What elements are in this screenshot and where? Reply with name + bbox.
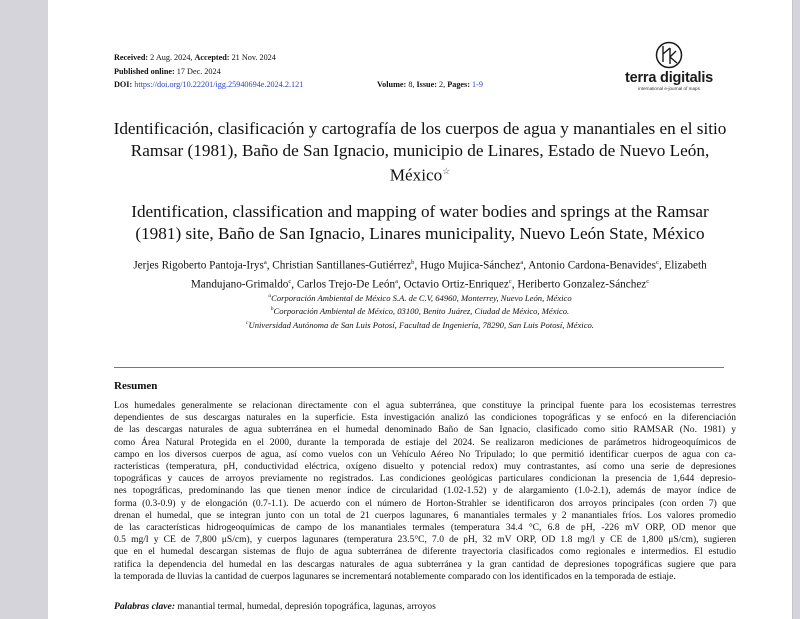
- author-name: Christian Santillanes-Gutiérrez: [272, 259, 412, 272]
- accepted-label: Accepted:: [194, 53, 230, 62]
- abstract-line: topográficas y cauces de arroyos previamente no registrados. Las condiciones geológicas particulares condicionan la presencia de 1,644 depresio-: [114, 473, 736, 485]
- affiliations: [88, 291, 752, 331]
- affiliation-mark: b: [270, 306, 274, 313]
- pages-value: 1-9: [472, 80, 483, 89]
- author-name: Mandujano-Grimaldo: [190, 278, 289, 291]
- keywords-line: [114, 601, 436, 612]
- affiliation-mark: a: [520, 259, 524, 266]
- affiliation-mark: c: [508, 277, 512, 285]
- affiliation-text: Corporación Ambiental de México S.A. de C.V, 64960, Monterrey, Nuevo León, México: [271, 292, 572, 303]
- affiliation-text: Corporación Ambiental de México, 03100, Benito Juárez, Ciudad de México, México.: [273, 306, 570, 317]
- abstract-line: dependientes de sus descargas naturales en la superficie. Esta investigación analizó las condiciones topográficas y se enfocó en la diferenciación: [114, 412, 736, 424]
- terra-digitalis-logo-icon: [654, 40, 684, 70]
- title-es-line: Ramsar (1981), Baño de San Ignacio, municipio de Linares, Estado de Nuevo León,: [130, 140, 710, 160]
- abstract-line: como Área Natural Protegida en el 2000, durante la temporada de estiaje del 2024. Se realizaron mediciones de parámetros hidrogeoquímicos de: [114, 436, 736, 448]
- section-divider: [114, 367, 724, 368]
- abstract-line: que en el humedal descargan sistemas de flujo de agua subterránea de diferente trayectoria clasificados como regionales e intermedios. El estudio: [114, 546, 736, 558]
- affiliation-mark: b: [411, 259, 415, 266]
- affiliation-mark: a: [395, 277, 398, 285]
- accepted-date: 21 Nov. 2024: [231, 53, 276, 62]
- volume-line: [377, 80, 483, 90]
- affiliation-mark: a: [263, 259, 267, 266]
- published-label: Published online:: [114, 67, 175, 76]
- author-name: Hugo Mujica-Sánchez: [420, 259, 521, 272]
- volume-value: 8,: [408, 80, 415, 89]
- author-name: Heriberto Gonzalez-Sánchez: [517, 278, 647, 291]
- abstract-line: Los humedales generalmente se relacionan directamente con el agua subterránea, que constituye la principal fuente para los ecosistemas terrestres: [114, 400, 736, 411]
- issue-value: 2,: [439, 80, 446, 89]
- affiliation-mark: c: [288, 277, 292, 285]
- abstract-line: de las características hidrogeoquímicas de campo de los manantiales termales (temperatura 34.4 °C, 6.8 de pH, -226 mV ORP, OD menor que: [114, 522, 736, 534]
- document-page: [48, 0, 793, 619]
- received-date: 2 Aug. 2024,: [150, 53, 193, 62]
- abstract-line: campo en los diversos cuerpos de agua, así como vuelos con un Vehículo Aéreo No Tripulado; lo que permitió identificar cuerpos de agua con ca-: [114, 448, 736, 460]
- keywords-label: Palabras clave:: [114, 601, 176, 612]
- affiliation-mark: c: [246, 319, 249, 326]
- journal-name: terra digitalis: [624, 70, 714, 86]
- abstract-line: drenan el humedal, que se integran junto con un total de 21 cuerpos lagunares, 6 manantiales termales y 2 manantiales fríos. Los valores promedio: [114, 509, 736, 521]
- abstract-line: forma (0.3-0.9) y de elongación (0.7-1.1). De acuerdo con el número de Horton-Strahler se identificaron dos arroyos principales (con orden 7) que: [114, 497, 736, 509]
- doi-label: DOI:: [114, 80, 133, 89]
- title-english: [88, 201, 752, 244]
- abstract-body: [114, 400, 736, 583]
- affiliation-item: [88, 318, 752, 331]
- affiliation-item: [88, 291, 752, 304]
- star-footnote-icon[interactable]: ☆: [442, 166, 451, 176]
- abstract-line: ratifica la dependencia del humedal en las descargas naturales de agua subterránea y la gran cantidad de depresiones topográficas sugiere que para: [114, 558, 736, 570]
- received-label: Received:: [114, 53, 149, 62]
- affiliation-mark: a: [268, 293, 272, 299]
- issue-label: Issue:: [416, 80, 437, 89]
- title-en-line: Identification, classification and mapping of water bodies and springs at the Ramsar: [131, 202, 709, 221]
- volume-label: Volume:: [377, 80, 407, 89]
- author-name: Elizabeth: [664, 259, 707, 272]
- affiliation-mark: c: [655, 259, 659, 266]
- abstract-heading: Resumen: [114, 380, 158, 392]
- pages-label: Pages:: [447, 80, 470, 89]
- received-accepted-line: [114, 53, 276, 63]
- keywords-value: manantial termal, humedal, depresión topográfica, lagunas, arroyos: [177, 601, 436, 612]
- doi-link[interactable]: https://doi.org/10.22201/igg.25940694e.2024.2.121: [134, 80, 304, 89]
- author-name: Antonio Cardona-Benavides: [528, 259, 656, 272]
- abstract-line: nes topográficas, predominando las que tienen menor índice de circularidad (1.02-1.52) y de alargamiento (1.0-2.1), además de mayor índice de: [114, 485, 736, 497]
- abstract-line: de las descargas naturales de agua subterránea en el humedal denominado Baño de San Ignacio, clasificado como sitio RAMSAR (No. 1981) y: [114, 424, 736, 436]
- title-es-line: Identificación, clasificación y cartografía de los cuerpos de agua y manantiales en el sitio: [113, 119, 727, 138]
- title-en-line: (1981) site, Baño de San Ignacio, Linares municipality, Nuevo León State, México: [135, 223, 705, 243]
- title-spanish: [88, 118, 752, 186]
- affiliation-item: [88, 304, 752, 317]
- author-name: Jerjes Rigoberto Pantoja-Irys: [133, 259, 264, 272]
- doi-line: [114, 80, 303, 90]
- author-name: Octavio Ortiz-Enriquez: [403, 278, 509, 291]
- author-list: Jerjes Rigoberto Pantoja-Irys$^a$, Christian Santillanes-Gutiérrez$^b$, Hugo Mujica-Sánchez$^a$, Antonio Cardona-Benavides$^c$, Elizabeth Mandujano-Grimaldo$^c$, Carlos Trejo-De León$^a$, Octavio Ortiz-Enriquez$^c$, Heriberto Gonzalez-Sánchez$^c$: [133, 259, 707, 291]
- published-line: [114, 67, 221, 77]
- journal-logo: [614, 40, 724, 92]
- affiliation-mark: c: [646, 277, 650, 285]
- abstract-line: la temporada de lluvias la cantidad de cuerpos lagunares se incrementará notablemente comparado con los identificados en la temporada de estiaje.: [114, 570, 676, 582]
- abstract-line: racterísticas (temperatura, pH, conductividad eléctrica, oxígeno disuelto y potencial redox) muy contrastantes, así como una serie de depresiones: [114, 461, 736, 473]
- abstract-line: 0.5 mg/l y CE de 7,800 μS/cm), y cuerpos lagunares (temperatura 23.5°C, 7.0 de pH, 32 mV ORP, OD 1.8 mg/l y CE de 1,800 μS/cm), sugieren: [114, 534, 736, 546]
- affiliation-text: Universidad Autónoma de San Luis Potosí, Facultad de Ingeniería, 78290, San Luis Potosí, México.: [248, 319, 594, 330]
- published-date: 17 Dec. 2024: [176, 67, 221, 76]
- journal-tagline: international e-journal of maps: [638, 86, 700, 91]
- author-name: Carlos Trejo-De León: [296, 278, 396, 291]
- title-es-line: México: [389, 165, 443, 185]
